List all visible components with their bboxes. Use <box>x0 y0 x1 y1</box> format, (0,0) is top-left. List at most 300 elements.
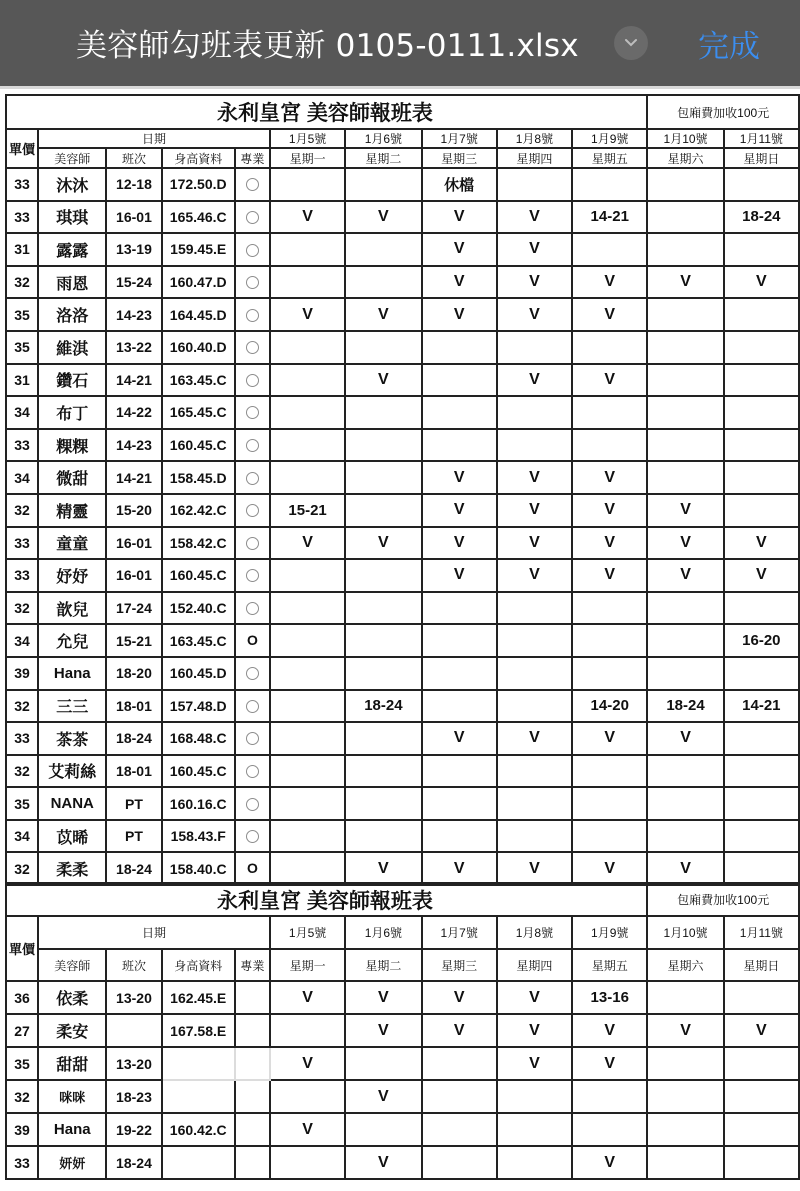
schedule-cell[interactable]: V <box>497 1047 572 1080</box>
header-date[interactable]: 1月11號 <box>724 129 799 148</box>
schedule-cell[interactable] <box>422 364 497 397</box>
schedule-cell[interactable]: V <box>647 852 723 885</box>
price-cell[interactable]: 33 <box>6 168 38 201</box>
shift-cell[interactable]: 18-01 <box>106 755 161 788</box>
height-cell[interactable]: 158.45.D <box>162 461 235 494</box>
schedule-cell[interactable] <box>724 1113 799 1146</box>
height-cell[interactable]: 159.45.E <box>162 233 235 266</box>
sheet-title[interactable]: 永利皇宮 美容師報班表 <box>6 95 647 129</box>
schedule-cell[interactable] <box>270 331 345 364</box>
schedule-cell[interactable] <box>422 657 497 690</box>
specialty-cell[interactable] <box>235 494 270 527</box>
schedule-cell[interactable] <box>270 429 345 462</box>
schedule-cell[interactable] <box>724 1080 799 1113</box>
schedule-cell[interactable] <box>724 331 799 364</box>
schedule-cell[interactable] <box>572 1080 647 1113</box>
price-cell[interactable]: 33 <box>6 429 38 462</box>
shift-cell[interactable]: 16-01 <box>106 201 161 234</box>
stylist-name-cell[interactable]: 苡晞 <box>38 820 106 853</box>
specialty-cell[interactable] <box>235 1047 270 1080</box>
schedule-cell[interactable] <box>647 657 723 690</box>
done-button[interactable]: 完成 <box>698 29 760 65</box>
schedule-cell[interactable] <box>647 201 723 234</box>
header-name[interactable]: 美容師 <box>38 949 106 981</box>
schedule-cell[interactable] <box>345 233 421 266</box>
height-cell[interactable] <box>162 1146 235 1179</box>
specialty-cell[interactable] <box>235 396 270 429</box>
height-cell[interactable]: 162.42.C <box>162 494 235 527</box>
schedule-cell[interactable]: V <box>497 494 572 527</box>
schedule-cell[interactable]: V <box>497 1014 572 1047</box>
specialty-cell[interactable] <box>235 266 270 299</box>
price-cell[interactable]: 33 <box>6 201 38 234</box>
schedule-cell[interactable]: V <box>724 559 799 592</box>
schedule-cell[interactable] <box>345 266 421 299</box>
header-date[interactable]: 1月5號 <box>270 129 345 148</box>
height-cell[interactable]: 160.45.C <box>162 559 235 592</box>
schedule-cell[interactable] <box>572 396 647 429</box>
header-date-label[interactable]: 日期 <box>38 129 270 148</box>
schedule-cell[interactable] <box>497 690 572 723</box>
header-shift[interactable]: 班次 <box>106 949 161 981</box>
schedule-cell[interactable] <box>647 331 723 364</box>
height-cell[interactable]: 168.48.C <box>162 722 235 755</box>
schedule-cell[interactable] <box>724 461 799 494</box>
price-cell[interactable]: 39 <box>6 1113 38 1146</box>
schedule-cell[interactable] <box>572 820 647 853</box>
schedule-cell[interactable] <box>724 592 799 625</box>
schedule-cell[interactable]: V <box>572 364 647 397</box>
specialty-cell[interactable] <box>235 527 270 560</box>
shift-cell[interactable]: 17-24 <box>106 592 161 625</box>
price-cell[interactable]: 35 <box>6 787 38 820</box>
price-cell[interactable]: 32 <box>6 755 38 788</box>
schedule-cell[interactable]: V <box>497 266 572 299</box>
shift-cell[interactable]: 18-24 <box>106 852 161 885</box>
specialty-cell[interactable] <box>235 1146 270 1179</box>
schedule-cell[interactable] <box>345 461 421 494</box>
schedule-cell[interactable] <box>724 1047 799 1080</box>
shift-cell[interactable] <box>106 1014 161 1047</box>
height-cell[interactable]: 160.45.D <box>162 657 235 690</box>
schedule-cell[interactable] <box>345 657 421 690</box>
price-cell[interactable]: 27 <box>6 1014 38 1047</box>
schedule-cell[interactable]: 13-16 <box>572 981 647 1014</box>
schedule-cell[interactable] <box>345 396 421 429</box>
room-fee-note[interactable]: 包廂費加收100元 <box>647 95 799 129</box>
height-cell[interactable]: 158.40.C <box>162 852 235 885</box>
schedule-cell[interactable] <box>270 624 345 657</box>
schedule-cell[interactable] <box>647 755 723 788</box>
price-cell[interactable]: 34 <box>6 820 38 853</box>
schedule-cell[interactable] <box>724 168 799 201</box>
schedule-cell[interactable] <box>724 1146 799 1179</box>
height-cell[interactable]: 152.40.C <box>162 592 235 625</box>
schedule-cell[interactable]: V <box>572 852 647 885</box>
header-date[interactable]: 1月11號 <box>724 916 799 949</box>
schedule-cell[interactable] <box>345 624 421 657</box>
height-cell[interactable] <box>162 1080 235 1113</box>
schedule-cell[interactable] <box>647 364 723 397</box>
header-date[interactable]: 1月7號 <box>422 129 497 148</box>
height-cell[interactable]: 167.58.E <box>162 1014 235 1047</box>
schedule-cell[interactable]: V <box>572 266 647 299</box>
stylist-name-cell[interactable]: 雨恩 <box>38 266 106 299</box>
schedule-cell[interactable]: V <box>572 527 647 560</box>
stylist-name-cell[interactable]: 咪咪 <box>38 1080 106 1113</box>
schedule-cell[interactable] <box>270 461 345 494</box>
stylist-name-cell[interactable]: 琪琪 <box>38 201 106 234</box>
stylist-name-cell[interactable]: Hana <box>38 1113 106 1146</box>
schedule-cell[interactable] <box>270 852 345 885</box>
height-cell[interactable]: 160.16.C <box>162 787 235 820</box>
schedule-cell[interactable] <box>724 364 799 397</box>
schedule-cell[interactable] <box>422 331 497 364</box>
specialty-cell[interactable] <box>235 233 270 266</box>
stylist-name-cell[interactable]: 鑽石 <box>38 364 106 397</box>
schedule-cell[interactable] <box>345 168 421 201</box>
schedule-cell[interactable]: V <box>270 298 345 331</box>
schedule-cell[interactable]: V <box>345 527 421 560</box>
schedule-cell[interactable] <box>647 396 723 429</box>
schedule-cell[interactable] <box>497 624 572 657</box>
schedule-cell[interactable] <box>497 429 572 462</box>
shift-cell[interactable]: 13-19 <box>106 233 161 266</box>
header-date[interactable]: 1月8號 <box>497 129 572 148</box>
price-cell[interactable]: 33 <box>6 527 38 560</box>
schedule-cell[interactable] <box>724 396 799 429</box>
height-cell[interactable] <box>162 1047 235 1080</box>
schedule-cell[interactable]: V <box>647 722 723 755</box>
stylist-name-cell[interactable]: NANA <box>38 787 106 820</box>
schedule-cell[interactable] <box>422 1146 497 1179</box>
schedule-cell[interactable] <box>345 429 421 462</box>
schedule-cell[interactable]: V <box>497 201 572 234</box>
schedule-cell[interactable] <box>422 396 497 429</box>
schedule-cell[interactable] <box>647 429 723 462</box>
schedule-cell[interactable] <box>724 820 799 853</box>
stylist-name-cell[interactable]: 洛洛 <box>38 298 106 331</box>
header-date[interactable]: 1月6號 <box>345 129 421 148</box>
schedule-cell[interactable]: V <box>497 364 572 397</box>
shift-cell[interactable]: 14-23 <box>106 429 161 462</box>
price-cell[interactable]: 32 <box>6 852 38 885</box>
schedule-cell[interactable] <box>724 494 799 527</box>
price-cell[interactable]: 34 <box>6 396 38 429</box>
height-cell[interactable]: 160.40.D <box>162 331 235 364</box>
schedule-cell[interactable] <box>647 461 723 494</box>
height-cell[interactable]: 157.48.D <box>162 690 235 723</box>
schedule-cell[interactable] <box>345 494 421 527</box>
schedule-cell[interactable] <box>572 233 647 266</box>
schedule-cell[interactable]: V <box>345 1080 421 1113</box>
schedule-cell[interactable]: V <box>270 1047 345 1080</box>
header-weekday[interactable]: 星期五 <box>572 148 647 168</box>
schedule-cell[interactable]: V <box>572 1014 647 1047</box>
schedule-cell[interactable]: V <box>270 527 345 560</box>
schedule-cell[interactable] <box>270 233 345 266</box>
stylist-name-cell[interactable]: 三三 <box>38 690 106 723</box>
price-cell[interactable]: 33 <box>6 559 38 592</box>
schedule-cell[interactable]: V <box>422 266 497 299</box>
price-cell[interactable]: 33 <box>6 722 38 755</box>
schedule-cell[interactable] <box>497 592 572 625</box>
schedule-cell[interactable] <box>345 1047 421 1080</box>
schedule-cell[interactable] <box>647 168 723 201</box>
header-date-label[interactable]: 日期 <box>38 916 270 949</box>
header-price[interactable]: 單價 <box>6 916 38 981</box>
schedule-cell[interactable] <box>422 429 497 462</box>
specialty-cell[interactable] <box>235 624 270 657</box>
schedule-cell[interactable]: V <box>572 722 647 755</box>
schedule-cell[interactable]: V <box>422 494 497 527</box>
schedule-cell[interactable] <box>270 722 345 755</box>
schedule-cell[interactable] <box>422 624 497 657</box>
schedule-cell[interactable]: V <box>572 1047 647 1080</box>
stylist-name-cell[interactable]: 布丁 <box>38 396 106 429</box>
schedule-cell[interactable] <box>270 592 345 625</box>
schedule-cell[interactable] <box>724 233 799 266</box>
schedule-cell[interactable]: V <box>345 364 421 397</box>
header-date[interactable]: 1月7號 <box>422 916 497 949</box>
header-weekday[interactable]: 星期四 <box>497 949 572 981</box>
shift-cell[interactable]: 13-22 <box>106 331 161 364</box>
schedule-cell[interactable]: V <box>647 1014 723 1047</box>
schedule-cell[interactable]: V <box>497 527 572 560</box>
schedule-cell[interactable] <box>572 592 647 625</box>
schedule-cell[interactable]: V <box>345 981 421 1014</box>
schedule-cell[interactable]: 14-21 <box>572 201 647 234</box>
sheet-title[interactable]: 永利皇宮 美容師報班表 <box>6 883 647 916</box>
schedule-cell[interactable]: V <box>422 852 497 885</box>
schedule-cell[interactable] <box>497 1080 572 1113</box>
stylist-name-cell[interactable]: 妍妍 <box>38 1146 106 1179</box>
schedule-cell[interactable]: V <box>270 201 345 234</box>
specialty-cell[interactable] <box>235 429 270 462</box>
schedule-cell[interactable]: 16-20 <box>724 624 799 657</box>
height-cell[interactable]: 165.45.C <box>162 396 235 429</box>
height-cell[interactable]: 158.42.C <box>162 527 235 560</box>
shift-cell[interactable]: 18-20 <box>106 657 161 690</box>
schedule-cell[interactable] <box>497 755 572 788</box>
schedule-cell[interactable] <box>497 820 572 853</box>
schedule-cell[interactable] <box>270 690 345 723</box>
schedule-cell[interactable]: V <box>572 298 647 331</box>
schedule-cell[interactable] <box>647 298 723 331</box>
schedule-cell[interactable] <box>345 787 421 820</box>
schedule-cell[interactable] <box>270 1146 345 1179</box>
height-cell[interactable]: 158.43.F <box>162 820 235 853</box>
schedule-cell[interactable] <box>572 168 647 201</box>
specialty-cell[interactable] <box>235 331 270 364</box>
specialty-cell[interactable] <box>235 690 270 723</box>
schedule-cell[interactable] <box>270 396 345 429</box>
stylist-name-cell[interactable]: 妤妤 <box>38 559 106 592</box>
height-cell[interactable]: 160.47.D <box>162 266 235 299</box>
stylist-name-cell[interactable]: 艾莉絲 <box>38 755 106 788</box>
shift-cell[interactable]: PT <box>106 787 161 820</box>
schedule-cell[interactable]: V <box>724 527 799 560</box>
schedule-cell[interactable] <box>422 592 497 625</box>
stylist-name-cell[interactable]: 沐沐 <box>38 168 106 201</box>
schedule-cell[interactable] <box>724 981 799 1014</box>
schedule-cell[interactable] <box>497 331 572 364</box>
price-cell[interactable]: 32 <box>6 266 38 299</box>
header-date[interactable]: 1月6號 <box>345 916 421 949</box>
schedule-cell[interactable] <box>647 1080 723 1113</box>
schedule-cell[interactable]: V <box>422 527 497 560</box>
schedule-cell[interactable] <box>497 1113 572 1146</box>
stylist-name-cell[interactable]: Hana <box>38 657 106 690</box>
schedule-cell[interactable] <box>270 168 345 201</box>
stylist-name-cell[interactable]: 露露 <box>38 233 106 266</box>
shift-cell[interactable]: 14-22 <box>106 396 161 429</box>
specialty-cell[interactable] <box>235 201 270 234</box>
specialty-cell[interactable] <box>235 1014 270 1047</box>
shift-cell[interactable]: 13-20 <box>106 981 161 1014</box>
shift-cell[interactable]: 19-22 <box>106 1113 161 1146</box>
schedule-cell[interactable] <box>497 1146 572 1179</box>
height-cell[interactable]: 163.45.C <box>162 624 235 657</box>
schedule-cell[interactable] <box>422 820 497 853</box>
price-cell[interactable]: 32 <box>6 690 38 723</box>
height-cell[interactable]: 165.46.C <box>162 201 235 234</box>
height-cell[interactable]: 160.45.C <box>162 429 235 462</box>
header-date[interactable]: 1月5號 <box>270 916 345 949</box>
schedule-cell[interactable] <box>572 624 647 657</box>
header-weekday[interactable]: 星期一 <box>270 949 345 981</box>
price-cell[interactable]: 34 <box>6 624 38 657</box>
schedule-cell[interactable] <box>345 1113 421 1146</box>
header-weekday[interactable]: 星期二 <box>345 949 421 981</box>
specialty-cell[interactable] <box>235 1080 270 1113</box>
schedule-cell[interactable]: V <box>497 233 572 266</box>
specialty-cell[interactable] <box>235 722 270 755</box>
header-weekday[interactable]: 星期五 <box>572 949 647 981</box>
stylist-name-cell[interactable]: 茶茶 <box>38 722 106 755</box>
schedule-cell[interactable]: V <box>647 494 723 527</box>
shift-cell[interactable]: 16-01 <box>106 559 161 592</box>
stylist-name-cell[interactable]: 粿粿 <box>38 429 106 462</box>
schedule-cell[interactable] <box>724 755 799 788</box>
schedule-cell[interactable] <box>724 852 799 885</box>
schedule-cell[interactable] <box>422 1047 497 1080</box>
header-height[interactable]: 身高資料 <box>162 949 235 981</box>
schedule-cell[interactable]: V <box>345 1014 421 1047</box>
specialty-cell[interactable] <box>235 755 270 788</box>
price-cell[interactable]: 35 <box>6 298 38 331</box>
file-menu-button[interactable] <box>614 26 648 60</box>
schedule-cell[interactable] <box>422 690 497 723</box>
schedule-cell[interactable] <box>497 168 572 201</box>
header-weekday[interactable]: 星期三 <box>422 148 497 168</box>
schedule-cell[interactable]: 休檔 <box>422 168 497 201</box>
schedule-cell[interactable] <box>270 787 345 820</box>
schedule-cell[interactable]: V <box>345 298 421 331</box>
schedule-cell[interactable]: V <box>497 298 572 331</box>
schedule-cell[interactable]: V <box>422 461 497 494</box>
schedule-cell[interactable]: 14-21 <box>724 690 799 723</box>
schedule-cell[interactable]: V <box>422 201 497 234</box>
schedule-cell[interactable] <box>422 787 497 820</box>
schedule-cell[interactable] <box>572 657 647 690</box>
stylist-name-cell[interactable]: 精靈 <box>38 494 106 527</box>
price-cell[interactable]: 36 <box>6 981 38 1014</box>
price-cell[interactable]: 39 <box>6 657 38 690</box>
specialty-cell[interactable] <box>235 981 270 1014</box>
schedule-cell[interactable] <box>572 787 647 820</box>
schedule-cell[interactable] <box>345 592 421 625</box>
schedule-cell[interactable]: V <box>345 852 421 885</box>
price-cell[interactable]: 32 <box>6 592 38 625</box>
schedule-cell[interactable] <box>647 787 723 820</box>
schedule-cell[interactable]: V <box>345 201 421 234</box>
schedule-cell[interactable]: V <box>270 981 345 1014</box>
header-weekday[interactable]: 星期六 <box>647 148 723 168</box>
specialty-cell[interactable] <box>235 1113 270 1146</box>
stylist-name-cell[interactable]: 依柔 <box>38 981 106 1014</box>
schedule-cell[interactable]: V <box>497 852 572 885</box>
schedule-cell[interactable]: V <box>422 559 497 592</box>
schedule-cell[interactable] <box>647 592 723 625</box>
shift-cell[interactable]: 15-21 <box>106 624 161 657</box>
schedule-cell[interactable]: 14-20 <box>572 690 647 723</box>
schedule-cell[interactable]: 18-24 <box>724 201 799 234</box>
schedule-cell[interactable] <box>422 1080 497 1113</box>
header-specialty[interactable]: 專業 <box>235 148 270 168</box>
schedule-cell[interactable] <box>647 981 723 1014</box>
schedule-cell[interactable] <box>497 787 572 820</box>
schedule-cell[interactable]: V <box>647 266 723 299</box>
header-weekday[interactable]: 星期二 <box>345 148 421 168</box>
shift-cell[interactable]: 16-01 <box>106 527 161 560</box>
schedule-cell[interactable] <box>497 657 572 690</box>
header-weekday[interactable]: 星期一 <box>270 148 345 168</box>
price-cell[interactable]: 35 <box>6 331 38 364</box>
schedule-cell[interactable] <box>270 1080 345 1113</box>
header-date[interactable]: 1月9號 <box>572 916 647 949</box>
schedule-cell[interactable] <box>270 755 345 788</box>
stylist-name-cell[interactable]: 維淇 <box>38 331 106 364</box>
schedule-cell[interactable] <box>647 233 723 266</box>
height-cell[interactable]: 160.45.C <box>162 755 235 788</box>
shift-cell[interactable]: 18-23 <box>106 1080 161 1113</box>
height-cell[interactable]: 162.45.E <box>162 981 235 1014</box>
schedule-cell[interactable] <box>345 820 421 853</box>
height-cell[interactable]: 163.45.C <box>162 364 235 397</box>
schedule-cell[interactable] <box>422 755 497 788</box>
schedule-cell[interactable] <box>270 820 345 853</box>
height-cell[interactable]: 172.50.D <box>162 168 235 201</box>
header-name[interactable]: 美容師 <box>38 148 106 168</box>
header-weekday[interactable]: 星期六 <box>647 949 723 981</box>
schedule-cell[interactable] <box>724 429 799 462</box>
specialty-cell[interactable] <box>235 168 270 201</box>
specialty-cell[interactable] <box>235 820 270 853</box>
price-cell[interactable]: 32 <box>6 1080 38 1113</box>
schedule-cell[interactable]: V <box>422 1014 497 1047</box>
schedule-cell[interactable]: V <box>647 559 723 592</box>
shift-cell[interactable]: 18-24 <box>106 722 161 755</box>
schedule-cell[interactable] <box>270 559 345 592</box>
shift-cell[interactable]: 14-23 <box>106 298 161 331</box>
specialty-cell[interactable] <box>235 364 270 397</box>
shift-cell[interactable]: PT <box>106 820 161 853</box>
header-date[interactable]: 1月10號 <box>647 916 723 949</box>
schedule-cell[interactable]: V <box>572 559 647 592</box>
price-cell[interactable]: 31 <box>6 233 38 266</box>
schedule-cell[interactable]: V <box>497 559 572 592</box>
